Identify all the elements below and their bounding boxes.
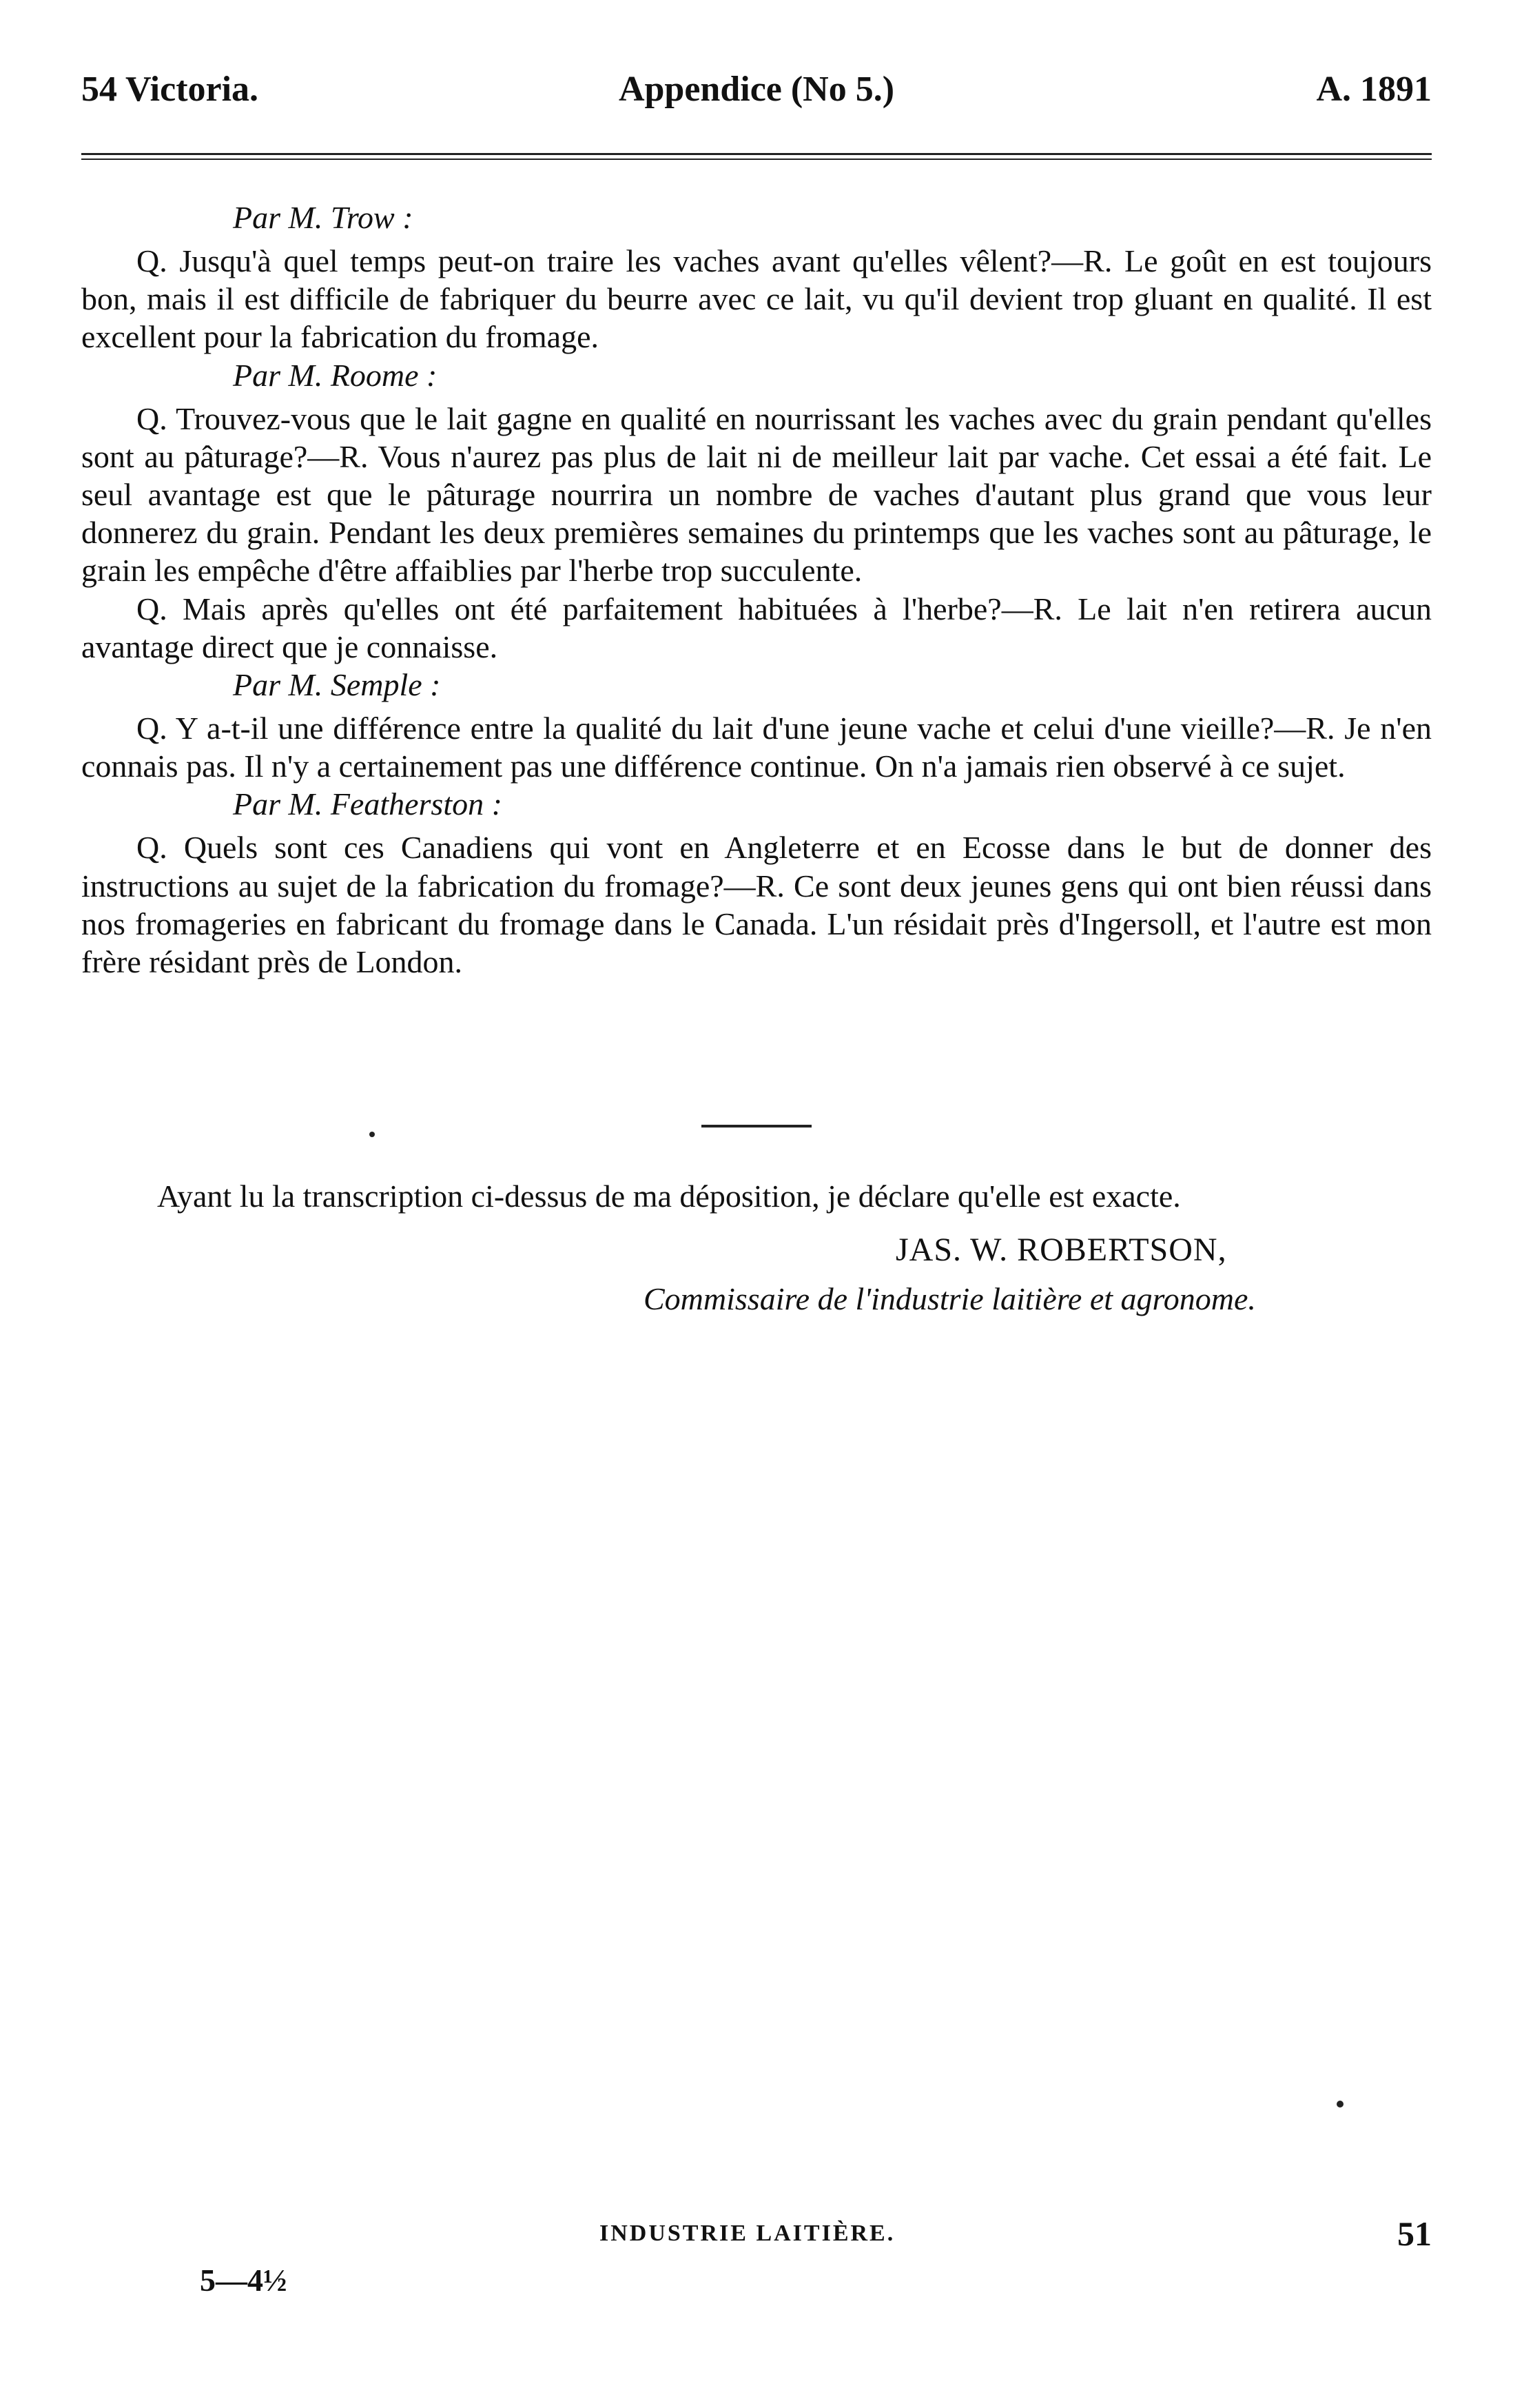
question-answer-paragraph: Q. Y a-t-il une différence entre la qualité du lait d'une jeune vache et celui d'une vieille?—R. Je n'en connais pas. Il n'y a certainement pas une différence continue. On n'a jamais rien observé à ce sujet. — [81, 711, 1432, 784]
question-answer-paragraph: Q. Jusqu'à quel temps peut-on traire les vaches avant qu'elles vêlent?—R. Le goût en est toujours bon, mais il est difficile de fabriquer du beurre avec ce lait, vu qu'il devient trop gluant en qualité. Il est excellent pour la fabrication du fromage. — [81, 243, 1432, 355]
testimony-body — [81, 198, 1432, 981]
header-double-rule — [81, 153, 1432, 160]
signature-mark: 5—4½ — [200, 2263, 287, 2298]
question-answer-paragraph: Q. Quels sont ces Canadiens qui vont en Angleterre et en Ecosse dans le but de donner des instructions au sujet de la fabrication du fromage?—R. Ce sont deux jeunes gens qui ont bien réussi dans nos fromageries en fabricant du fromage dans le Canada. L'un résidait près d'Ingersoll, et l'autre est mon frère résidant près de London. — [81, 830, 1432, 980]
testimony-section — [81, 785, 1432, 981]
speaker-heading: Par M. Featherston : — [233, 786, 502, 822]
testimony-section — [81, 198, 1432, 356]
ink-speck — [1337, 2101, 1344, 2108]
question-answer-paragraph: Q. Trouvez-vous que le lait gagne en qualité en nourrissant les vaches avec du grain pendant qu'elles sont au pâturage?—R. Vous n'aurez pas plus de lait ni de meilleur lait par vache. Cet essai a été fait. Le seul avantage est que le pâturage nourrira un nombre de vaches d'autant plus grand que vous leur donnerez du grain. Pendant les deux premières semaines du printemps que les vaches sont au pâturage, le grain les empêche d'être affaiblies par l'herbe trop succulente. — [81, 400, 1432, 589]
testimony-section — [81, 356, 1432, 666]
section-divider — [701, 1125, 812, 1128]
speaker-heading: Par M. Roome : — [233, 357, 438, 393]
footer-section-title: INDUSTRIE LAITIÈRE. — [599, 2221, 896, 2246]
signer-title: Commissaire de l'industrie laitière et agronome. — [644, 1281, 1256, 1316]
header-appendix: Appendice (No 5.) — [618, 70, 895, 109]
header-year: A. 1891 — [1316, 70, 1432, 109]
speaker-heading: Par M. Semple : — [233, 667, 441, 703]
testimony-section — [81, 666, 1432, 785]
header-session: 54 Victoria. — [81, 70, 259, 109]
signer-name: JAS. W. ROBERTSON, — [896, 1232, 1227, 1268]
question-answer-paragraph: Q. Mais après qu'elles ont été parfaitement habituées à l'herbe?—R. Le lait n'en retirera aucun avantage direct que je connaisse. — [81, 591, 1432, 664]
page-number: 51 — [1397, 2214, 1432, 2253]
ink-speck — [369, 1132, 375, 1137]
running-header — [81, 69, 1432, 117]
speaker-heading: Par M. Trow : — [233, 200, 413, 235]
attestation-statement: Ayant lu la transcription ci-dessus de ma déposition, je déclare qu'elle est exacte. — [157, 1179, 1181, 1214]
